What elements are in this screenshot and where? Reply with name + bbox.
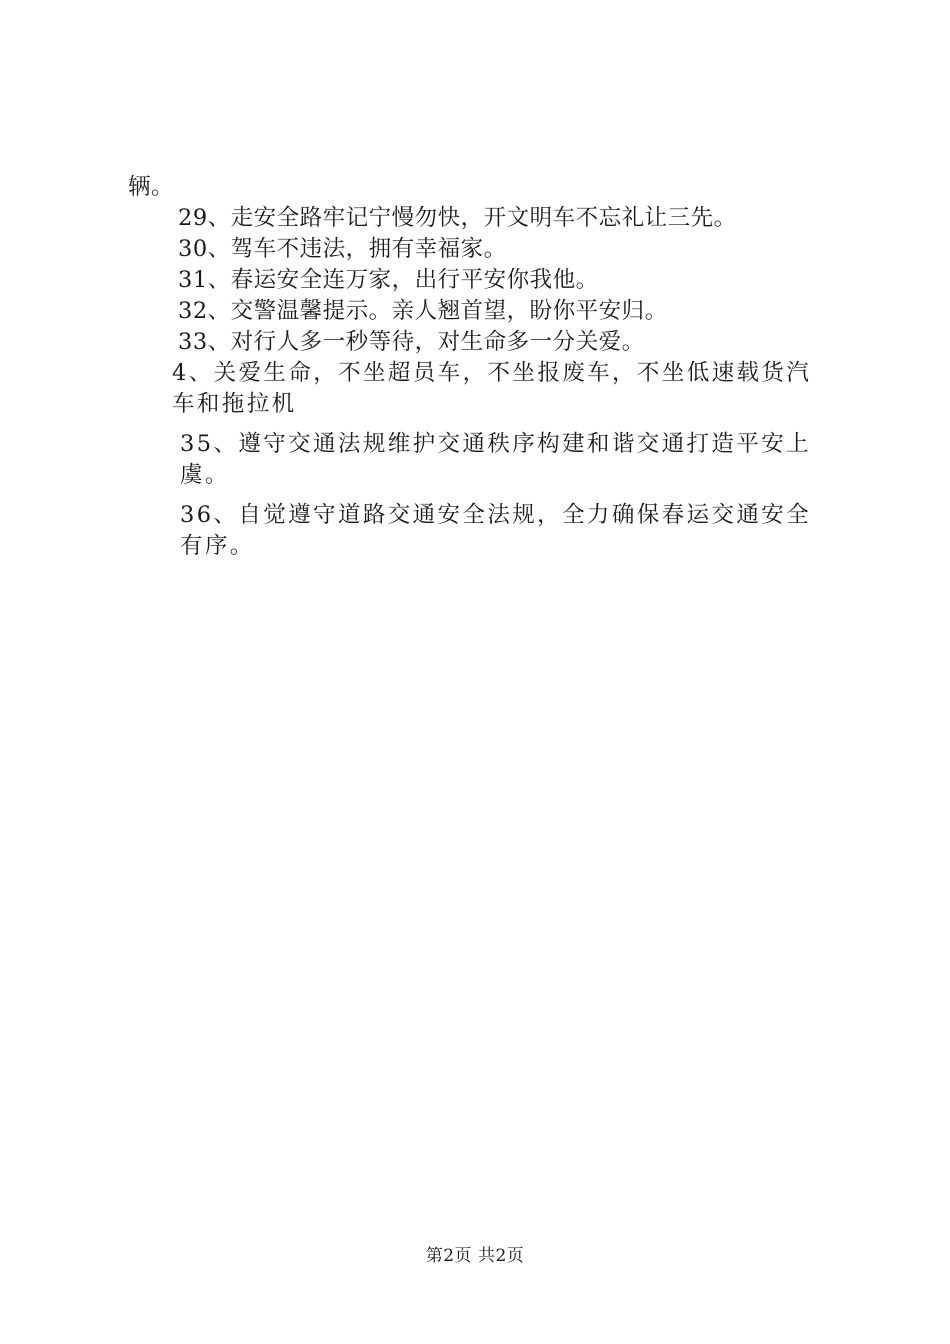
- page-number: 第2页 共2页: [425, 1246, 525, 1266]
- slogan-item: 32、交警温馨提示。亲人翘首望，盼你平安归。: [178, 298, 668, 324]
- slogan-item: 30、驾车不违法，拥有幸福家。: [178, 236, 507, 262]
- slogan-item: 29、走安全路牢记宁慢勿快，开文明车不忘礼让三先。: [178, 205, 737, 231]
- document-body: [128, 172, 828, 562]
- slogan-item: 36、自觉遵守道路交通安全法规，全力确保春运交通安全有序。: [180, 502, 812, 559]
- slogan-item: 33、对行人多一秒等待，对生命多一分关爱。: [178, 329, 645, 355]
- slogan-item: 4、关爱生命，不坐超员车，不坐报废车，不坐低速载货汽车和拖拉机: [172, 360, 812, 417]
- slogan-item: 35、遵守交通法规维护交通秩序构建和谐交通打造平安上虞。: [180, 431, 812, 488]
- text-line: 辆。: [128, 174, 175, 200]
- slogan-item: 31、春运安全连万家，出行平安你我他。: [178, 267, 599, 293]
